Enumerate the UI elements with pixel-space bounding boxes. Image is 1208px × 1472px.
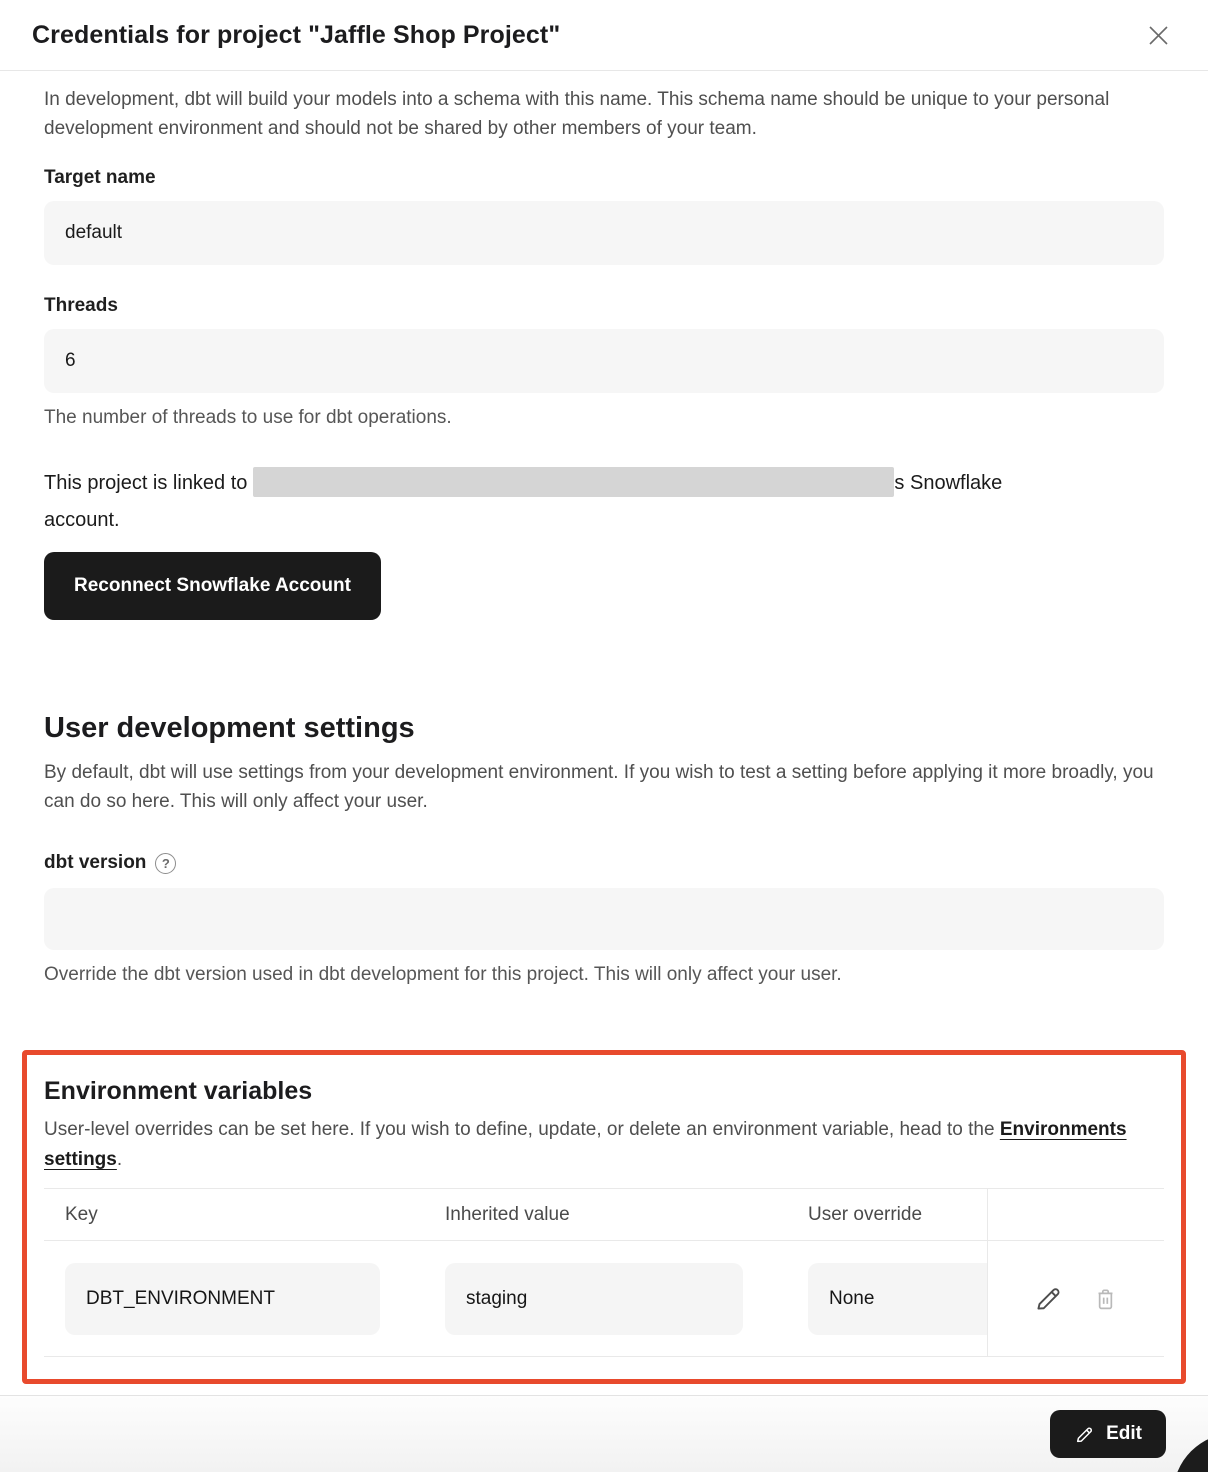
environment-variables-section (22, 1050, 1186, 1384)
help-icon[interactable]: ? (155, 853, 176, 874)
threads-input[interactable] (44, 329, 1164, 393)
modal-footer (0, 1395, 1208, 1472)
linked-account-text (44, 465, 1164, 539)
edit-button-label: Edit (1106, 1423, 1142, 1444)
delete-env-var-button[interactable] (1090, 1283, 1121, 1314)
edit-button[interactable] (1050, 1410, 1166, 1458)
close-button[interactable] (1141, 18, 1176, 53)
table-row (44, 1241, 1164, 1356)
column-header-key: Key (65, 1203, 98, 1225)
modal-header (0, 0, 1208, 71)
env-vars-heading: Environment variables (44, 1077, 313, 1105)
dbt-version-help-text: Override the dbt version used in dbt development for this project. This will only affect your user. (44, 964, 842, 985)
user-dev-settings-description: By default, dbt will use settings from your development environment. If you wish to test a setting before applying it more broadly, you can do so here. This will only affect your user. (44, 762, 1154, 812)
trash-icon (1092, 1285, 1119, 1312)
target-name-label: Target name (44, 167, 156, 188)
dbt-version-input[interactable] (44, 888, 1164, 950)
env-desc-after-link: . (116, 1149, 123, 1170)
dbt-version-label: dbt version (44, 852, 147, 873)
env-desc-before-link: User-level overrides can be set here. If you wish to define, update, or delete an environment variable, head to the (44, 1119, 1000, 1140)
env-vars-table (44, 1188, 1164, 1357)
column-header-inherited-value: Inherited value (445, 1203, 570, 1225)
reconnect-snowflake-button[interactable]: Reconnect Snowflake Account (44, 552, 381, 620)
pencil-icon (1074, 1424, 1095, 1445)
env-var-user-override-value: None (808, 1263, 987, 1335)
linked-text-line2: account. (44, 509, 120, 531)
env-vars-table-header (44, 1189, 1164, 1241)
modal-body (0, 71, 1208, 1384)
column-header-user-override: User override (808, 1203, 923, 1225)
threads-help-text: The number of threads to use for dbt operations. (44, 407, 452, 428)
env-var-key-value: DBT_ENVIRONMENT (65, 1263, 380, 1335)
linked-text-after: s Snowflake (894, 472, 1003, 494)
schema-description: In development, dbt will build your models into a schema with this name. This schema name should be unique to your personal development environment and should not be shared by other members of your team. (44, 89, 1110, 139)
edit-env-var-button[interactable] (1031, 1281, 1066, 1316)
env-vars-description (44, 1115, 1164, 1175)
column-header-actions (987, 1189, 1164, 1240)
close-icon (1145, 22, 1172, 49)
modal-title: Credentials for project "Jaffle Shop Project" (32, 20, 561, 49)
env-var-inherited-value: staging (445, 1263, 743, 1335)
dbt-version-label-row (44, 852, 1164, 874)
redacted-account-name (253, 467, 894, 497)
linked-text-before: This project is linked to (44, 472, 248, 494)
pencil-icon (1033, 1283, 1064, 1314)
env-var-actions (987, 1241, 1164, 1356)
threads-label: Threads (44, 295, 118, 316)
user-dev-settings-heading: User development settings (44, 712, 415, 744)
environments-settings-link[interactable]: Environments settings (44, 1119, 1127, 1170)
target-name-input[interactable] (44, 201, 1164, 265)
